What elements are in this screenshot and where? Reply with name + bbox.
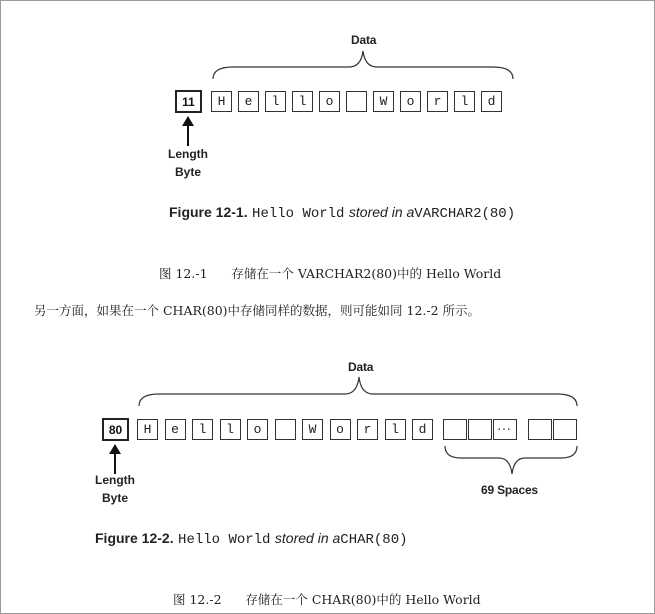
- char-cell: l: [385, 419, 406, 440]
- char-cell: l: [265, 91, 286, 112]
- char-cell: r: [427, 91, 448, 112]
- char-cell: r: [357, 419, 378, 440]
- space-cell: [468, 419, 492, 440]
- fig2-spaces-brace: [443, 444, 581, 480]
- char-cell: e: [238, 91, 259, 112]
- fig2-spaces-label: 69 Spaces: [481, 483, 538, 497]
- space-cell: [443, 419, 467, 440]
- char-cell: o: [247, 419, 268, 440]
- fig1-data-brace: [211, 45, 516, 85]
- fig1-caption: [169, 204, 515, 222]
- char-cell: l: [292, 91, 313, 112]
- fig1-arrow-icon: [177, 116, 199, 148]
- body-paragraph: 另一方面，如果在一个 CHAR(80)中存储同样的数据，则可能如同 12.-2 所示。: [34, 303, 481, 318]
- fig1-length-byte-box: 11: [175, 90, 202, 113]
- fig1-length-label: [158, 145, 218, 181]
- fig2-caption-type: CHAR(80): [340, 532, 408, 548]
- char-cell: H: [211, 91, 232, 112]
- fig1-data-label: Data: [351, 33, 377, 47]
- char-cell: W: [302, 419, 323, 440]
- char-cell: o: [400, 91, 421, 112]
- fig2-length-byte-box: 80: [102, 418, 129, 441]
- fig1-caption-subject: Hello World: [252, 206, 345, 222]
- fig1-chinese-caption: 图 12.-1 存储在一个 VARCHAR2(80)中的 Hello World: [159, 266, 502, 281]
- fig2-caption: [95, 530, 408, 548]
- fig2-data-brace: [137, 370, 581, 410]
- char-cell: H: [137, 419, 158, 440]
- fig2-chinese-caption: 图 12.-2 存储在一个 CHAR(80)中的 Hello World: [173, 592, 481, 607]
- fig2-length-label: [85, 471, 145, 507]
- char-cell: d: [481, 91, 502, 112]
- char-cell: o: [330, 419, 351, 440]
- fig2-caption-verb: stored in a: [274, 530, 341, 546]
- fig1-caption-number: Figure 12-1.: [169, 204, 248, 220]
- fig1-caption-type: VARCHAR2(80): [414, 206, 516, 222]
- char-cell: [346, 91, 367, 112]
- char-cell: [275, 419, 296, 440]
- fig2-ellipsis: ···: [497, 420, 511, 436]
- fig1-caption-verb: stored in a: [348, 204, 415, 220]
- space-cell: [528, 419, 552, 440]
- space-cell: [553, 419, 577, 440]
- char-cell: l: [454, 91, 475, 112]
- fig1-length-label-line2: Byte: [174, 165, 201, 179]
- fig2-caption-number: Figure 12-2.: [95, 530, 174, 546]
- char-cell: l: [192, 419, 213, 440]
- char-cell: o: [319, 91, 340, 112]
- char-cell: d: [412, 419, 433, 440]
- fig2-length-label-line2: Byte: [101, 491, 128, 505]
- fig2-caption-subject: Hello World: [178, 532, 271, 548]
- fig2-length-label-line1: Length: [95, 473, 135, 487]
- fig1-length-label-line1: Length: [168, 147, 208, 161]
- char-cell: W: [373, 91, 394, 112]
- char-cell: l: [220, 419, 241, 440]
- fig2-data-label: Data: [348, 360, 374, 374]
- char-cell: e: [165, 419, 186, 440]
